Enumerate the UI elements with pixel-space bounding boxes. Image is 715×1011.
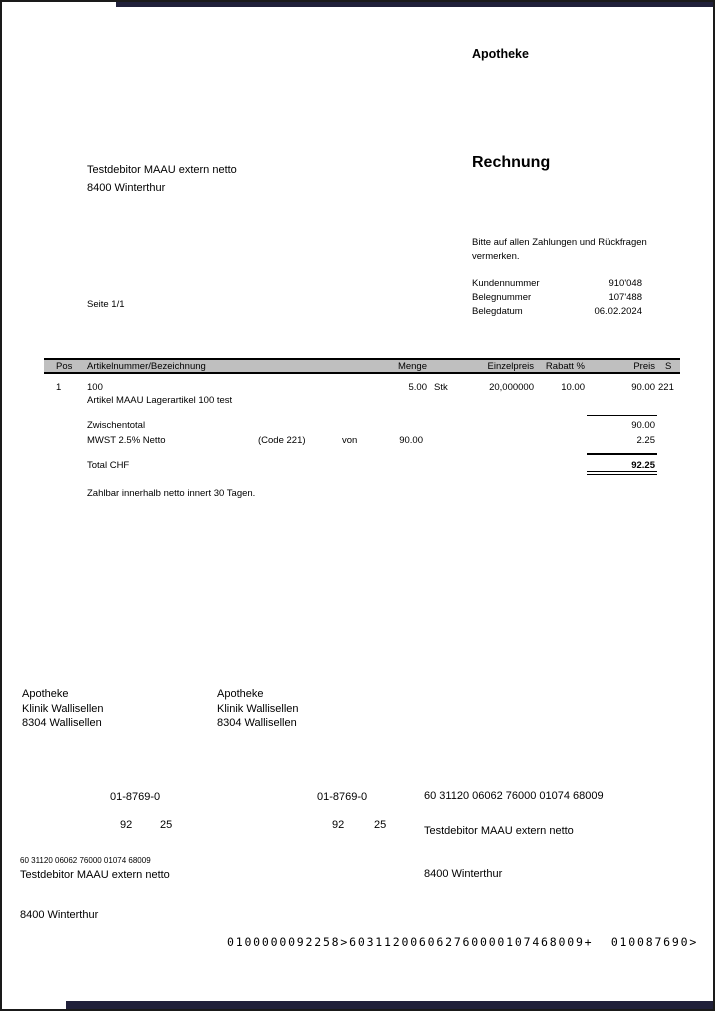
recipient-name: Testdebitor MAAU extern netto — [87, 164, 237, 176]
recipient-address — [87, 161, 237, 197]
payment-note — [472, 236, 647, 264]
table-header — [44, 358, 680, 374]
slip-payer-city-left: 8400 Winterthur — [20, 909, 99, 921]
vat-of-label: von — [342, 435, 358, 446]
cell-unit-price: 20,000000 — [489, 382, 534, 393]
cell-discount: 10.00 — [561, 382, 585, 393]
info-row-document-date — [472, 306, 642, 317]
beneficiary-line: 8304 Wallisellen — [217, 717, 297, 729]
subtotal-rule — [587, 415, 657, 416]
info-value: 06.02.2024 — [594, 306, 642, 317]
vat-base-value: 90.00 — [399, 435, 423, 446]
info-label: Belegdatum — [472, 306, 523, 317]
table-row-description — [44, 394, 680, 407]
total-label: Total CHF — [87, 460, 130, 471]
slip-account-left: 01-8769-0 — [110, 791, 161, 803]
cell-price: 90.00 — [631, 382, 655, 393]
col-header-pos: Pos — [56, 361, 73, 372]
document-title: Rechnung — [472, 154, 551, 171]
beneficiary-line: Klinik Wallisellen — [22, 702, 104, 715]
col-header-s: S — [665, 361, 672, 372]
info-label: Belegnummer — [472, 292, 532, 303]
col-header-article: Artikelnummer/Bezeichnung — [87, 361, 206, 372]
slip-reference-right: 60 31120 06062 76000 01074 68009 — [424, 790, 604, 802]
total-value: 92.25 — [631, 460, 655, 471]
table-row — [44, 381, 680, 394]
beneficiary-line: Klinik Wallisellen — [217, 702, 299, 715]
beneficiary-line: 8304 Wallisellen — [22, 717, 102, 729]
cell-article-number: 100 — [87, 382, 103, 393]
vat-value: 2.25 — [636, 435, 655, 446]
slip-account-right: 01-8769-0 — [317, 791, 368, 803]
slip-reference-left: 60 31120 06062 76000 01074 68009 — [20, 856, 151, 865]
beneficiary-line: Apotheke — [22, 688, 69, 700]
info-value: 107'488 — [608, 292, 642, 303]
total-double-rule — [587, 471, 657, 475]
col-header-unit-price: Einzelpreis — [487, 361, 534, 372]
recipient-city: 8400 Winterthur — [87, 182, 166, 194]
total-rule — [587, 453, 657, 455]
vat-code: (Code 221) — [258, 435, 306, 446]
payment-note-line2: vermerken. — [472, 251, 520, 262]
cell-pos: 1 — [56, 382, 62, 393]
slip-payer-name-left: Testdebitor MAAU extern netto — [20, 869, 170, 881]
col-header-price: Preis — [633, 361, 655, 372]
cell-s: 221 — [658, 382, 674, 393]
slip-amount-francs-left: 92 — [120, 819, 133, 831]
cell-unit: Stk — [434, 382, 448, 393]
slip-amount-francs-right: 92 — [332, 819, 345, 831]
page-indicator: Seite 1/1 — [87, 299, 125, 310]
info-value: 910'048 — [608, 278, 642, 289]
cell-qty: 5.00 — [408, 382, 427, 393]
company-name: Apotheke — [472, 47, 529, 61]
slip-payer-name-right: Testdebitor MAAU extern netto — [424, 825, 574, 837]
col-header-discount: Rabatt % — [545, 361, 585, 372]
subtotal-value: 90.00 — [631, 420, 655, 431]
slip-payer-city-right: 8400 Winterthur — [424, 868, 503, 880]
payment-note-line1: Bitte auf allen Zahlungen und Rückfragen — [472, 237, 647, 248]
col-header-qty: Menge — [397, 361, 427, 372]
slip-amount-cents-left: 25 — [160, 819, 173, 831]
top-edge-bar — [116, 2, 713, 7]
info-label: Kundennummer — [472, 278, 540, 289]
info-row-document-number — [472, 292, 642, 303]
slip-beneficiary-left — [22, 687, 104, 731]
cell-description: Artikel MAAU Lagerartikel 100 test — [87, 395, 233, 406]
beneficiary-line: Apotheke — [217, 688, 264, 700]
slip-beneficiary-right — [217, 687, 299, 731]
subtotal-label: Zwischentotal — [87, 420, 146, 431]
ocr-code-line: 0100000092258>603112006062760000107468009+ 010087690> — [227, 935, 699, 949]
payment-terms: Zahlbar innerhalb netto innert 30 Tagen. — [87, 488, 256, 499]
slip-amount-cents-right: 25 — [374, 819, 387, 831]
info-row-customer-number — [472, 278, 642, 289]
bottom-edge-bar — [66, 1001, 713, 1009]
vat-label: MWST 2.5% Netto — [87, 435, 166, 446]
